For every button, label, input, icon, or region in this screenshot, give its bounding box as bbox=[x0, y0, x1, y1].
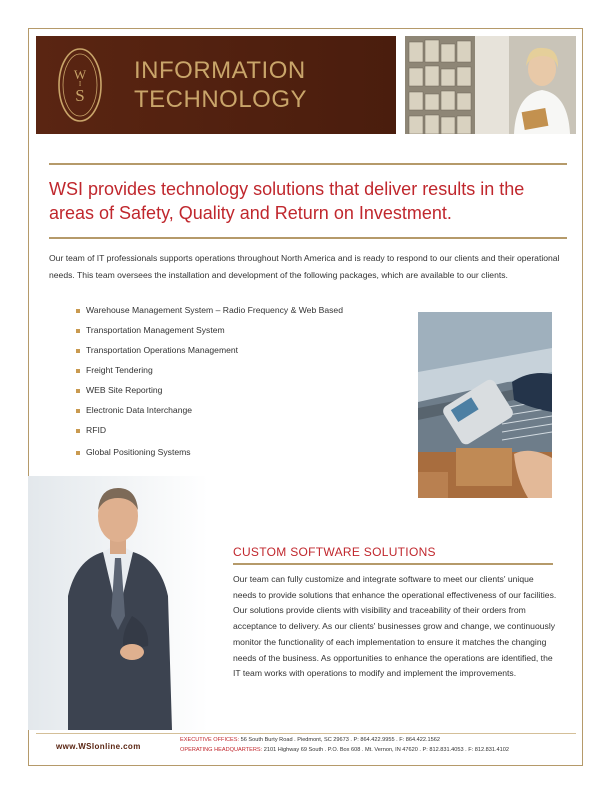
custom-software-title: CUSTOM SOFTWARE SOLUTIONS bbox=[233, 545, 436, 559]
custom-software-body: Our team can fully customize and integrate software to meet our clients' unique needs to provide solutions that enhance the operational effectiveness of our facilities. Our solutions provide clients with visibility and traceability of their orders from acceptance to delivery. As our clients' businesses grow and change, we continuously monitor the functionality of each implementation to ensure it matches the changing needs of the business. As opportunities to enhance the operations are identified, the IT team works with operations to modify and implement the improvements. bbox=[233, 574, 557, 679]
headline-top-rule bbox=[49, 163, 567, 165]
bullet-icon bbox=[76, 369, 80, 373]
bullet-icon bbox=[76, 409, 80, 413]
svg-text:W: W bbox=[73, 67, 87, 82]
bullet-icon bbox=[76, 389, 80, 393]
bullet-icon bbox=[76, 329, 80, 333]
header-title bbox=[134, 56, 307, 114]
intro-paragraph: Our team of IT professionals supports operations throughout North America and is ready to respond to our clients and their operational needs. This team oversees the installation and development of the following packages, which are available to our clients. bbox=[49, 253, 560, 280]
header-title-line2: TECHNOLOGY bbox=[134, 86, 308, 113]
headquarters-label: OPERATING HEADQUARTERS: bbox=[180, 747, 263, 753]
custom-software-rule bbox=[233, 563, 553, 565]
svg-text:S: S bbox=[75, 86, 85, 105]
header-title-line1: INFORMATION bbox=[134, 57, 306, 84]
headquarters-line bbox=[180, 747, 509, 753]
bullet-icon bbox=[76, 349, 80, 353]
executive-offices-line bbox=[180, 737, 440, 743]
headline: WSI provides technology solutions that deliver results in the areas of Safety, Quality and Return on Investment. bbox=[49, 179, 525, 223]
headquarters-details: 2101 Highway 69 South . P.O. Box 608 . Mt. Vernon, IN 47620 . P: 812.831.4053 . F: 812.831.4102 bbox=[263, 747, 509, 753]
website-link[interactable]: www.WSIonline.com bbox=[56, 742, 141, 751]
headline-bottom-rule bbox=[49, 237, 567, 239]
svg-text:I: I bbox=[78, 80, 82, 88]
executive-offices-label: EXECUTIVE OFFICES: bbox=[180, 737, 240, 743]
bullet-icon bbox=[76, 429, 80, 433]
bullet-icon bbox=[76, 309, 80, 313]
bullet-icon bbox=[76, 451, 80, 455]
wsi-logo bbox=[56, 46, 104, 124]
executive-offices-details: 56 South Burty Road . Piedmont, SC 29673 . P: 864.422.9955 . F: 864.422.1562 bbox=[240, 737, 440, 743]
businessman-photo bbox=[28, 476, 208, 730]
warehouse-worker-photo bbox=[405, 36, 576, 134]
footer-rule bbox=[36, 733, 576, 734]
scanner-photo bbox=[418, 312, 552, 498]
